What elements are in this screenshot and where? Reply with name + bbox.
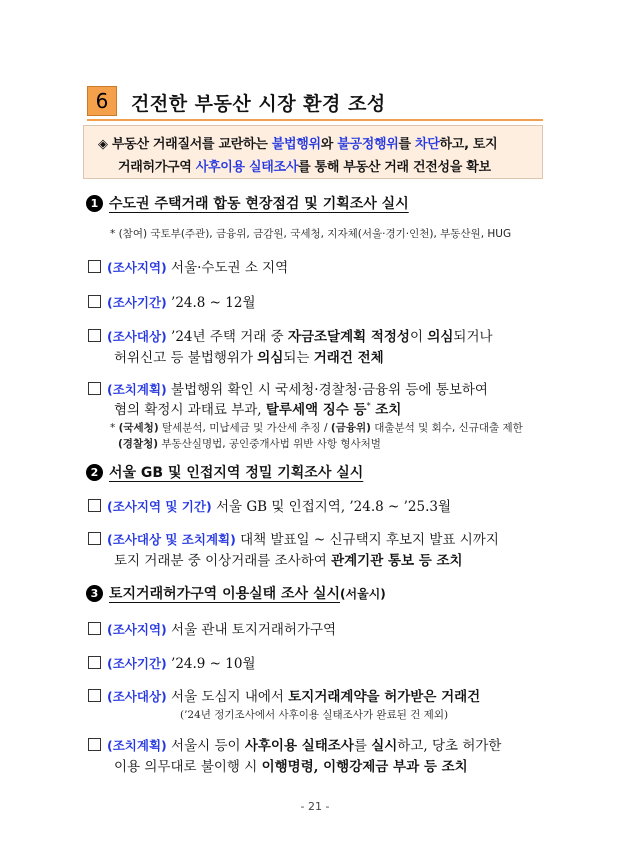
s3-target-note: (’24년 정기조사에서 사후이용 실태조사가 완료된 건 제외)	[180, 709, 449, 721]
s2-item-target-action-line2: 토지 거래분 중 이상거래를 조사하여 관계기관 통보 등 조치	[114, 553, 463, 569]
s2-item-target-action: (조사대상 및 조치계획) 대책 발표일 ~ 신규택지 후보지 발표 시까지	[88, 528, 499, 548]
page-number: - 21 -	[300, 800, 330, 813]
section-number-badge: 6	[87, 86, 117, 116]
checkbox-icon	[88, 499, 101, 512]
s1-item-action-line2: 혐의 확정시 과태료 부과, 탈루세액 징수 등* 조치	[114, 401, 402, 418]
checkbox-icon	[88, 689, 101, 702]
subsection-3-heading: 3 토지거래허가구역 이용실태 조사 실시(서울시)	[86, 583, 386, 603]
checkbox-icon	[88, 532, 101, 545]
checkbox-icon	[88, 738, 101, 751]
s2-item-region-period: (조사지역 및 기간) 서울 GB 및 인접지역, ’24.8 ~ ’25.3월	[88, 495, 451, 515]
number-circle: 2	[86, 464, 103, 481]
title-rule	[87, 119, 543, 121]
checkbox-icon	[88, 382, 101, 395]
checkbox-icon	[88, 329, 101, 342]
s1-item-action: (조치계획) 불법행위 확인 시 국세청·경찰청·금융위 등에 통보하여	[88, 378, 488, 398]
section-title: 건전한 부동산 시장 환경 조성	[131, 93, 386, 115]
summary-box	[83, 125, 543, 179]
s3-item-region: (조사지역) 서울 관내 토지거래허가구역	[88, 618, 336, 638]
summary-line-2: 거래허가구역 사후이용 실태조사를 통해 부동산 거래 건전성을 확보	[118, 160, 491, 175]
action-note-2: (경찰청) 부동산실명법, 공인중개사법 위반 사항 형사처벌	[118, 438, 381, 450]
summary-line-1: ◈ 부동산 거래질서를 교란하는 불법행위와 불공정행위를 차단하고, 토지	[98, 137, 498, 152]
s3-item-target: (조사대상) 서울 도심지 내에서 토지거래계약을 허가받은 거래건	[88, 685, 480, 705]
s1-item-period: (조사기간) ’24.8 ~ 12월	[88, 291, 256, 311]
s1-item-target: (조사대상) ’24년 주택 거래 중 자금조달계획 적정성이 의심되거나	[88, 325, 493, 345]
s1-item-region: (조사지역) 서울·수도권 소 지역	[88, 256, 288, 276]
subsection-1-heading: 1 수도권 주택거래 합동 현장점검 및 기획조사 실시	[86, 193, 409, 213]
number-circle: 1	[86, 195, 103, 212]
s3-item-action-line2: 이용 의무대로 불이행 시 이행명령, 이행강제금 부과 등 조치	[114, 759, 468, 775]
s1-item-target-line2: 허위신고 등 불법행위가 의심되는 거래건 전체	[114, 350, 384, 366]
checkbox-icon	[88, 260, 101, 273]
checkbox-icon	[88, 622, 101, 635]
number-circle: 3	[86, 585, 103, 602]
action-note-1: * (국세청) 탈세분석, 미납세금 및 가산세 추징 / (금융위) 대출분석 및 회수, 신규대출 제한	[110, 422, 523, 434]
s3-item-period: (조사기간) ’24.9 ~ 10월	[88, 652, 256, 672]
s3-item-action: (조치계획) 서울시 등이 사후이용 실태조사를 실시하고, 당초 허가한	[88, 734, 501, 754]
participants-note: * (참여) 국토부(주관), 금융위, 금감원, 국세청, 지자체(서울·경기·인천), 부동산원, HUG	[110, 228, 512, 240]
checkbox-icon	[88, 656, 101, 669]
checkbox-icon	[88, 295, 101, 308]
subsection-2-heading: 2 서울 GB 및 인접지역 정밀 기획조사 실시	[86, 462, 363, 482]
